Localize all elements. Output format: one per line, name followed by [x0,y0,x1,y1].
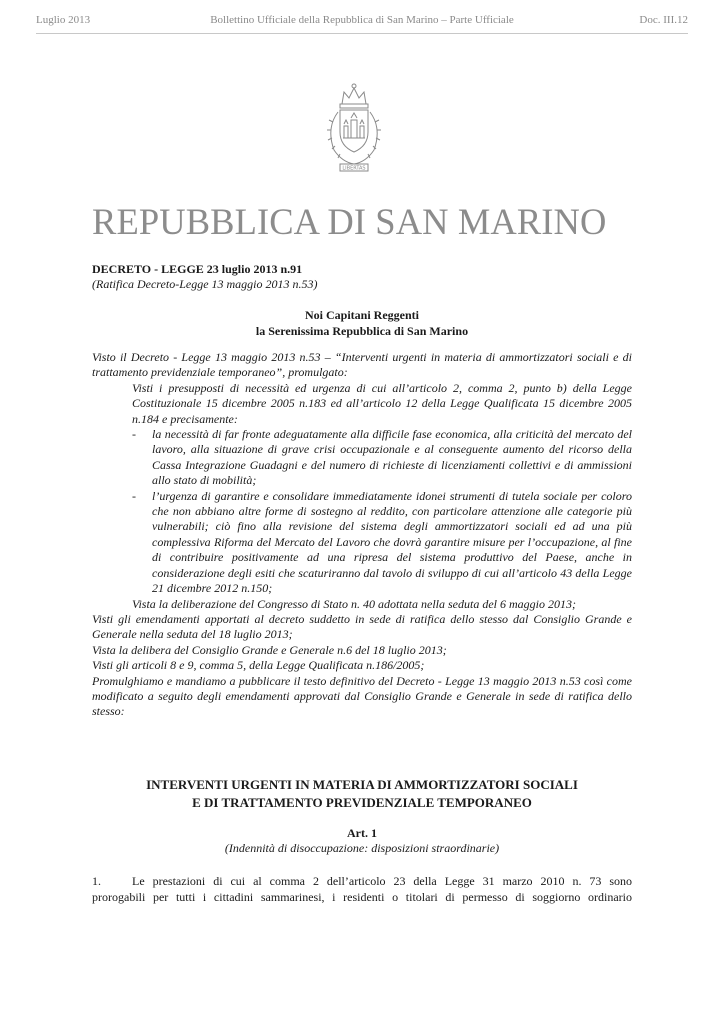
preamble-vista-deliberazione: Vista la deliberazione del Congresso di Stato n. 40 adottata nella seduta del 6 maggio 2013; [132,596,576,611]
paragraph-number: 1. [92,874,101,888]
header-rule [36,33,688,34]
paragraph-line-1-text: Le prestazioni di cui al comma 2 dell’articolo 23 della Legge 31 marzo 2010 n. 73 sono [132,874,632,888]
section-title-line-1: INTERVENTI URGENTI IN MATERIA DI AMMORTIZZATORI SOCIALI [146,777,578,792]
preamble-visti-articoli: Visti gli articoli 8 e 9, comma 5, della Legge Qualificata n.186/2005; [92,658,425,673]
header-date: Luglio 2013 [36,14,91,26]
preamble [92,350,632,720]
preamble-promulghiamo: Promulghiamo e mandiamo a pubblicare il testo definitivo del Decreto - Legge 13 maggio 2013 n.53 così come modificato a seguito degli emendamenti approvati dal Consiglio Grande e Generale in sede di ratifica dello stesso: [92,673,632,719]
bullet-text: l’urgenza di garantire e consolidare immediatamente idonei strumenti di tutela sociale per coloro che non abbiano altre forme di sostegno al reddito, con particolare attenzione alle categorie più vulnerabili; ciò fino alla revisione del sistema degli ammortizzatori sociali ed ad una più complessiva Riforma del Mercato del Lavoro che dovrà garantire misure per l’occupazione, al fine di contribuire positivamente ad una ripresa del sistema produttivo del Paese, anche in considerazione degli esiti che scaturiranno dal tavolo di sviluppo di cui all’articolo 43 della Legge 21 dicembre 2012 n.150; [152,488,632,596]
article-paragraph [92,873,632,905]
decree-id: DECRETO - LEGGE 23 luglio 2013 n.91 [92,262,303,276]
bullet-text: la necessità di far fronte adeguatamente alla difficile fase economica, alla criticità del mercato del lavoro, alla situazione di grave crisi occupazionale e al conseguente aumento del ricorso della Cassa Integrazione Guadagni e del numero di richieste di licenziamenti collettivi e di ammissioni allo stato di mobilità; [152,427,632,488]
emblem-motto: LIBERTAS [342,165,366,172]
page-title: REPUBBLICA DI SAN MARINO [92,201,607,242]
decree-ratifica: (Ratifica Decreto-Legge 13 maggio 2013 n.53) [92,277,318,291]
article-subtitle: (Indennità di disoccupazione: disposizioni straordinarie) [224,841,500,855]
preamble-visti-presupposti: Visti i presupposti di necessità ed urgenza di cui all’articolo 2, comma 2, punto b) della Legge Costituzionale 15 dicembre 2005 n.183 ed all’articolo 12 della Legge Qualificata 15 dicembre 2005 n.184 e precisamente: [132,380,632,426]
reggenti-line-1: Noi Capitani Reggenti [305,308,419,322]
running-header [36,14,688,30]
section-title [92,776,632,812]
article-paragraph-line-1 [92,873,632,889]
preamble-bullet-item: - l’urgenza di garantire e consolidare immediatamente idonei strumenti di tutela sociale per coloro che non abbiano altre forme di sostegno al reddito, con particolare attenzione alle categorie più vulnerabili; ciò fino alla revisione del sistema degli ammortizzatori sociali ed ad una più complessiva Riforma del Mercato del Lavoro che dovrà garantire misure per l’occupazione, al fine di contribuire positivamente ad una ripresa del sistema produttivo del Paese, anche in considerazione degli esiti che scaturiranno dal tavolo di sviluppo di cui all’articolo 43 della Legge 21 dicembre 2012 n.150; [132,488,632,596]
preamble-bullet-item: - la necessità di far fronte adeguatamente alla difficile fase economica, alla criticità del mercato del lavoro, alla situazione di grave crisi occupazionale e al conseguente aumento del ricorso della Cassa Integrazione Guadagni e del numero di richieste di licenziamenti collettivi e di ammissioni allo stato di mobilità; [132,427,632,488]
reggenti-line-2: la Serenissima Repubblica di San Marino [255,324,469,338]
reggenti-heading [92,307,632,339]
article-paragraph-line-2: prorogabili per tutti i cittadini sammarinesi, i residenti o titolari di permesso di soggiorno ordinario [92,890,632,904]
san-marino-coat-of-arms-icon [318,80,390,176]
header-publication: Bollettino Ufficiale della Repubblica di San Marino – Parte Ufficiale [210,14,514,26]
section-title-line-2: E DI TRATTAMENTO PREVIDENZIALE TEMPORANEO [192,795,532,810]
preamble-visti-emendamenti: Visti gli emendamenti apportati al decreto suddetto in sede di ratifica dello stesso dal Consiglio Grande e Generale nella seduta del 18 luglio 2013; [92,611,632,642]
preamble-vista-delibera: Vista la delibera del Consiglio Grande e Generale n.6 del 18 luglio 2013; [92,642,447,657]
header-doc-number: Doc. III.12 [639,14,688,26]
preamble-visto-decreto: Visto il Decreto - Legge 13 maggio 2013 n.53 – “Interventi urgenti in materia di ammortizzatori sociali e di trattamento previdenziale temporaneo”, promulgato: [92,350,632,380]
article-number: Art. 1 [347,826,377,840]
